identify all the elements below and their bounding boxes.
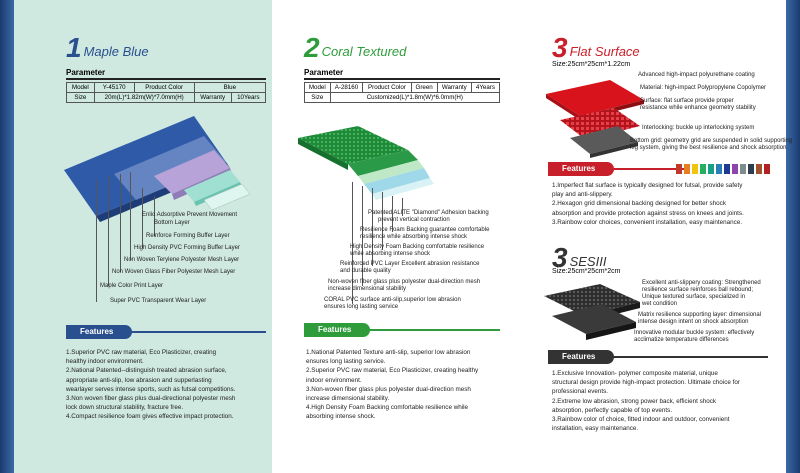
layer-label: High Density Foam Backing comfortable resilience: [350, 244, 485, 250]
layer-label: and durable quality: [340, 268, 391, 274]
layer-label: ensures long lasting service: [324, 304, 399, 310]
spec-cell: Product Color: [134, 83, 194, 93]
divider: [66, 78, 266, 80]
right-frame: [786, 0, 800, 473]
section-title: Flat Surface: [569, 44, 640, 59]
spec-cell: Size: [305, 93, 331, 103]
layer-label: Non Woven Terylene Polyester Mesh Layer: [124, 257, 240, 263]
color-swatch: [740, 164, 746, 174]
spec-cell: Model: [67, 83, 95, 93]
feature-line: lock down structural stability, fracture free.: [66, 404, 184, 412]
spec-cell: Green: [411, 83, 437, 93]
size-label: Size:25cm*25cm*1.22cm: [552, 61, 631, 68]
layer-label: leg system, giving the best resilience and shock absorption: [630, 145, 787, 151]
feature-line: 1.Exclusive Innovation- polymer composite material, unique: [552, 370, 718, 377]
leader-line: [108, 176, 109, 286]
features-list: [66, 348, 271, 422]
section-title: Coral Textured: [321, 44, 407, 59]
coral-textured-layer-diagram: [288, 120, 448, 210]
section-number: 2: [304, 32, 320, 63]
layer-label: resilience while absorbing intense shock: [360, 234, 468, 240]
spec-cell: 20m(L)*1.82m(W)*7.0mm(H): [94, 93, 194, 103]
layer-label: Non Woven Glass Fiber Polyester Mesh Layer: [112, 269, 236, 275]
feature-line: healthy indoor environment.: [66, 358, 144, 366]
color-swatch: [748, 164, 754, 174]
spec-cell: Size: [67, 93, 95, 103]
layer-label: while absorbing intense shock: [350, 251, 431, 257]
leader-line: [120, 174, 121, 272]
feature-line: appropriate anti-slip, low abrasion and supperlasting: [66, 376, 212, 384]
layer-label: Advanced high-impact polyurethane coating: [638, 72, 755, 78]
color-swatch: [692, 164, 698, 174]
layer-label: Unique textured surface, specialized in: [642, 294, 746, 300]
feature-line: 3.Non woven fiber glass plus dual-directional polyester mesh: [66, 395, 236, 403]
feature-line: 1.Superior PVC raw material, Eco Plasticizer, creating: [66, 349, 217, 356]
feature-line: professional events.: [552, 388, 609, 396]
layer-label: prevent vertical contraction: [378, 217, 450, 223]
feature-line: 2.National Patented--distinguish treated abrasion surface,: [66, 367, 227, 375]
features-list: [306, 348, 516, 422]
layer-label: Bottom grid: geometry grid are suspended in solid supporting: [630, 138, 793, 144]
color-swatch: [708, 164, 714, 174]
section-number: 1: [66, 32, 82, 63]
spec-cell: Warranty: [437, 83, 471, 93]
flat-surface-heading: [552, 34, 640, 62]
feature-line: indoor environment.: [306, 376, 362, 384]
tiles-panel: [530, 0, 793, 473]
layer-label: Reinforce Forming Buffer Layer: [146, 233, 230, 239]
left-frame: [0, 0, 14, 473]
layer-label: increase dimensional stability: [328, 286, 407, 292]
layer-label: Bottom Layer: [154, 220, 190, 226]
layer-label: Matrix resilience supporting layer: dimensional: [638, 312, 762, 318]
layer-label: resilience surface reinforces ball rebound;: [642, 287, 754, 293]
layer-label: Material: high-impact Polypropylene Copolymer: [640, 85, 767, 91]
layer-label: Excellent anti-slippery coating: Strengthened: [642, 280, 761, 286]
feature-line: ensures long lasting service.: [306, 358, 386, 366]
leader-line: [130, 172, 131, 260]
features-label: Features: [304, 323, 370, 337]
feature-line: 2.Extreme low abrasion, strong power back, efficient shock: [552, 397, 717, 405]
color-swatch: [700, 164, 706, 174]
section-title: Maple Blue: [83, 44, 149, 59]
feature-line: installation, easy maintenance.: [552, 425, 639, 433]
section-number: 3: [552, 32, 568, 63]
feature-line: 3.Rainbow color of choice, fitted indoor and outdoor, convenient: [552, 416, 730, 424]
layer-label: Enlio Adsorptive Prevent Movement: [142, 212, 238, 218]
maple-blue-panel: [14, 0, 272, 473]
color-swatch: [756, 164, 762, 174]
layer-label: Innovative modular buckle system: effectively: [634, 330, 755, 336]
spec-cell: Blue: [194, 83, 265, 93]
color-swatch: [764, 164, 770, 174]
feature-line: absorption and provide protection against stress on knees and joints.: [552, 209, 744, 217]
ses-diagram: [540, 282, 644, 346]
layer-label: Reinforced PVC Layer Excellent abrasion resistance: [340, 261, 480, 267]
feature-line: wearlayer serves intense sports, such as futsal competitions.: [66, 385, 236, 393]
layer-label: Patented ALITE "Diamond" Adhesion backing: [368, 210, 489, 216]
features-header: [304, 323, 500, 337]
feature-line: 3.Rainbow color choices, convenient installation, easy maintenance.: [552, 218, 743, 226]
feature-line: 4.High Density Foam Backing comfortable resilience while: [306, 404, 469, 412]
layer-label: High Density PVC Forming Buffer Layer: [134, 245, 240, 251]
features-list: [552, 181, 784, 227]
layer-label: Surface: flat surface provide proper: [640, 98, 734, 104]
coral-textured-heading: [304, 34, 406, 62]
spec-cell: 10Years: [231, 93, 265, 103]
features-list: [552, 369, 784, 433]
spec-table: [66, 82, 266, 103]
color-swatches: [676, 164, 770, 174]
color-swatch: [716, 164, 722, 174]
features-header: [548, 350, 768, 364]
parameter-label: Parameter: [66, 68, 106, 77]
color-swatch: [684, 164, 690, 174]
layer-label: resistance while enhance geometry stability: [640, 105, 756, 111]
feature-line: 2.Hexagon grid dimensional backing designed for better shock: [552, 200, 726, 208]
spec-table: [304, 82, 500, 103]
size-label: Size:25cm*25cm*2cm: [552, 268, 621, 275]
feature-line: absorbing intense shock.: [306, 413, 376, 421]
features-rule: [126, 331, 266, 333]
spec-cell: 4Years: [471, 83, 499, 93]
feature-line: play and anti-slippery.: [552, 191, 613, 199]
features-rule: [364, 329, 500, 331]
features-header: [66, 325, 266, 339]
feature-line: 2.Superior PVC raw material, Eco Plasticizer, creating healthy: [306, 367, 479, 375]
feature-line: 3.Non-woven fiber glass plus polyester dual-direction mesh: [306, 385, 471, 393]
features-label: Features: [548, 350, 614, 364]
feature-line: absorption, perfectly capable of top events.: [552, 406, 673, 414]
section-number: 3: [552, 242, 568, 273]
spec-cell: Customized(L)*1.8m(W)*6.0mm(H): [330, 93, 499, 103]
coral-textured-panel: [272, 0, 530, 473]
feature-line: 1.Imperfect flat surface is typically designed for futsal, provide safety: [552, 182, 743, 189]
layer-label: Interlocking: buckle up interlocking system: [642, 125, 755, 131]
spec-cell: Product Color: [363, 83, 411, 93]
spec-cell: A-28160: [330, 83, 363, 93]
spec-cell: Warranty: [194, 93, 231, 103]
maple-blue-heading: [66, 34, 149, 62]
layer-label: Non-woven fiber glass plus polyester dual-direction mesh: [328, 279, 481, 285]
color-swatch: [724, 164, 730, 174]
color-swatch: [676, 164, 682, 174]
spec-cell: Y-45170: [94, 83, 134, 93]
feature-line: increase dimensional stability.: [306, 395, 390, 403]
feature-line: 1.National Patented Texture anti-slip, superior low abrasion: [306, 349, 471, 356]
leader-line: [96, 180, 97, 302]
color-swatch: [732, 164, 738, 174]
layer-label: Maple Color Print Layer: [100, 283, 164, 289]
layer-label: acclimatize temperature differences: [634, 337, 729, 343]
spec-cell: Model: [305, 83, 331, 93]
features-label: Features: [548, 162, 614, 176]
layer-label: Resilience Foam Backing guarantee comfortable: [360, 227, 490, 233]
divider: [304, 78, 500, 80]
layer-label: wet condition: [642, 301, 678, 307]
parameter-label: Parameter: [304, 68, 344, 77]
layer-label: Super PVC Transparent Wear Layer: [110, 298, 207, 304]
layer-label: intense design intent on shock absorption: [638, 319, 749, 325]
section-title: SESIII: [569, 254, 607, 269]
feature-line: 4.Compact resilience foam gives effective impact protection.: [66, 413, 234, 421]
layer-label: CORAL PVC surface anti-slip,superior low abrasion: [324, 297, 461, 303]
feature-line: structural design provide high-impact protection. Ultimate choice for: [552, 379, 740, 387]
features-label: Features: [66, 325, 132, 339]
features-rule: [608, 356, 768, 358]
